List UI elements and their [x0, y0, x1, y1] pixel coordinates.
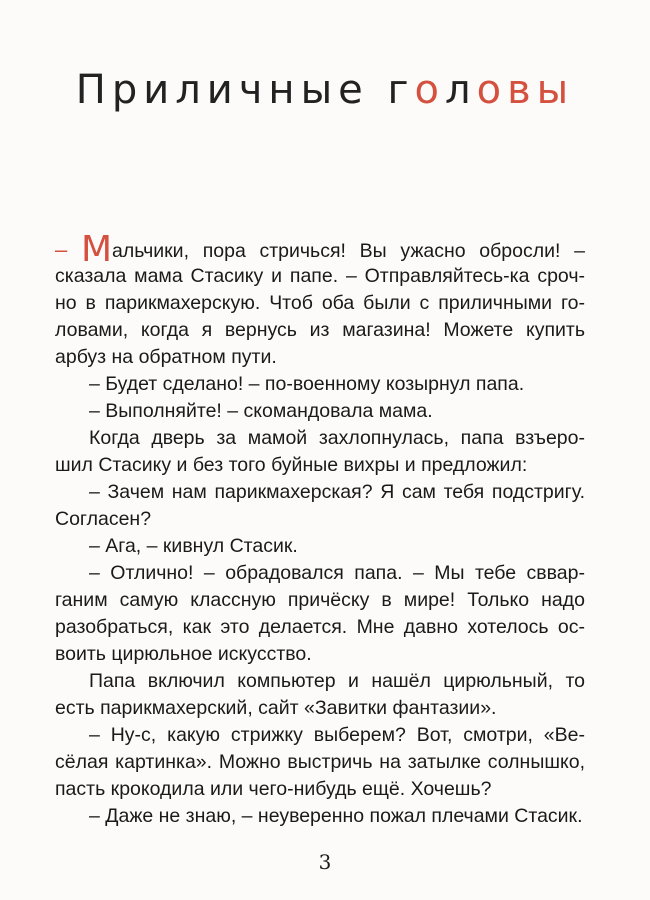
title-letter: г: [387, 67, 415, 113]
text-line: ганим самую классную причёску в мире! Только надо: [55, 589, 585, 611]
paragraph: [55, 668, 585, 722]
text-line: – Ага, – кивнул Стасик.: [89, 535, 298, 557]
text-line: шил Стасику и без того буйные вихры и предложил:: [55, 454, 528, 476]
text-line: сказала мама Стасику и папе. – Отправляйтесь-ка сроч-: [55, 265, 585, 287]
text-line: сёлая картинка». Можно выстричь на затылке солнышко,: [55, 751, 585, 773]
text-line: – Даже не знаю, – неуверенно пожал плечами Стасик.: [89, 805, 583, 827]
text-line: – Ну-с, какую стрижку выберем? Вот, смотри, «Ве-: [89, 724, 585, 746]
text-line: ловами, когда я вернусь из магазина! Можете купить: [55, 319, 585, 341]
text-line: – Будет сделано! – по-военному козырнул папа.: [89, 373, 525, 395]
text-line: Папа включил компьютер и нашёл цирюльный, то: [89, 670, 585, 692]
text-line: – Отлично! – обрадовался папа. – Мы тебе сввар-: [89, 562, 585, 584]
paragraph: [55, 371, 585, 398]
title-letter: л: [445, 67, 477, 113]
page-number: 3: [318, 850, 332, 874]
paragraph: [55, 425, 585, 479]
chapter-text: [55, 229, 585, 830]
text-line: Когда дверь за мамой захлопнулась, папа взъеро-: [89, 427, 585, 449]
paragraph: [55, 229, 585, 371]
text-line: есть парикмахерский, сайт «Завитки фантазии».: [55, 697, 497, 719]
chapter-title-word-1: Приличные: [75, 67, 369, 113]
paragraph: [55, 803, 585, 830]
text-line: пасть крокодила или чего-нибудь ещё. Хочешь?: [55, 778, 492, 800]
title-letter: о: [414, 67, 445, 113]
text-line: – Выполняйте! – скомандовала мама.: [89, 400, 433, 422]
title-letter: в: [507, 67, 537, 113]
dropcap-letter: М: [80, 229, 113, 270]
text-line: арбуз на обратном пути.: [55, 346, 277, 368]
text-line: воить цирюльное искусство.: [55, 643, 312, 665]
text-line: разобраться, как это делается. Мне давно хотелось ос-: [55, 616, 585, 638]
text-line: – Зачем нам парикмахерская? Я сам тебя подстригу.: [89, 481, 585, 503]
title-letter: о: [476, 67, 508, 113]
text-line: – Мальчики, пора стричься! Вы ужасно обросли! –: [55, 229, 585, 270]
text-line: Согласен?: [55, 508, 152, 530]
text-line: но в парикмахерскую. Чтоб оба были с приличными го-: [55, 292, 585, 314]
dropcap-dash: –: [55, 237, 68, 262]
chapter-title-word-2: [388, 67, 575, 113]
chapter-title: [0, 60, 650, 120]
paragraph: [55, 533, 585, 560]
paragraph: [55, 398, 585, 425]
paragraph: [55, 560, 585, 668]
title-letter: ы: [536, 67, 575, 113]
paragraph: [55, 722, 585, 803]
paragraph: [55, 479, 585, 533]
